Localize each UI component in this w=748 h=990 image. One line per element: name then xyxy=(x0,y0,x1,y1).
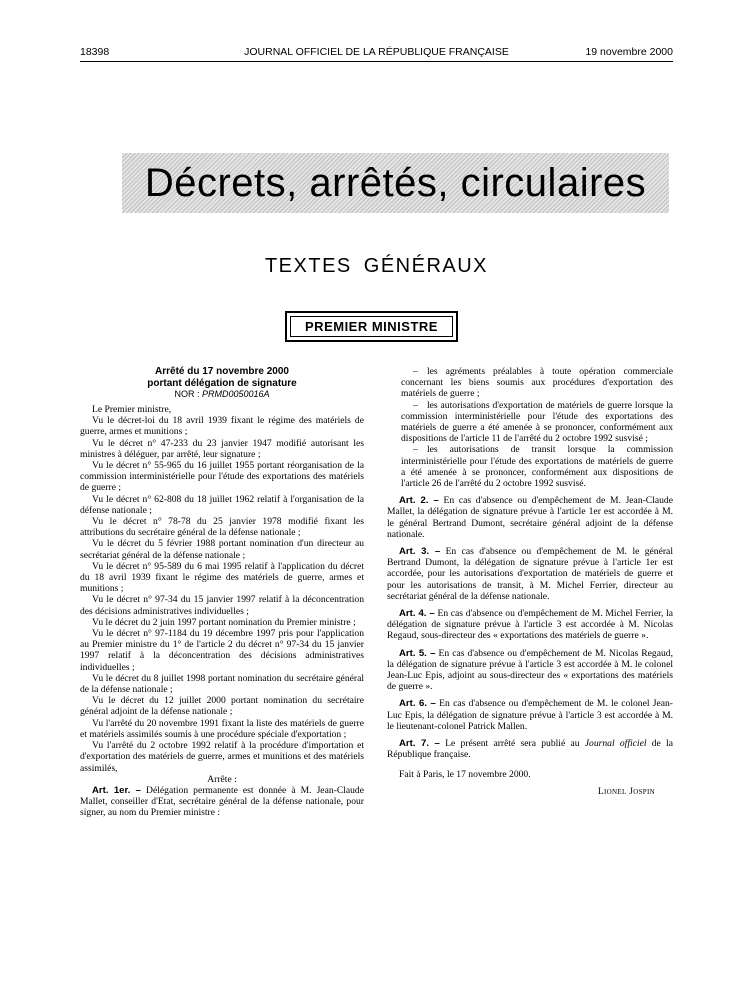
preamble-paragraph: Vu l'arrêté du 2 octobre 1992 relatif à la procédure d'importation et d'exportation des matériels de guerre, armes et munitions et des matériels assimilés, xyxy=(80,740,364,774)
banner-title: Décrets, arrêtés, circulaires xyxy=(144,161,647,205)
preamble-paragraph: Vu le décret n° 55-965 du 16 juillet 1955 portant réorganisation de la commission interministérielle pour l'étude des exportations des matériels de guerre ; xyxy=(80,460,364,494)
section-title-part1: TEXTES xyxy=(264,255,352,277)
article-text: En cas d'absence ou d'empêchement de M. le général Bertrand Dumont, la délégation de signature prévue à l'article 1er est accordée, pour les autorisations d'exportation de matériels de guerre et pour les autorisations de transit, à M. Michel Ferrier, directeur au secrétariat général de la défense nationale. xyxy=(387,546,673,602)
preamble-paragraph: Vu le décret du 2 juin 1997 portant nomination du Premier ministre ; xyxy=(92,616,356,628)
running-header xyxy=(80,44,673,60)
section-banner xyxy=(122,153,669,213)
article-label: Art. 4. – xyxy=(399,608,435,620)
article-label: Art. 6. – xyxy=(399,698,436,710)
header-rule xyxy=(80,61,673,62)
preamble-paragraph: Vu le décret du 8 juillet 1998 portant nomination du secrétaire général de la défense nationale ; xyxy=(80,672,364,696)
delegation-item-text: les agréments préalables à toute opération commerciale concernant les biens soumis aux procédures d'exportation des matériels de guerre ; xyxy=(401,366,673,400)
preamble-paragraph: Vu le décret n° 47-233 du 23 janvier 1947 modifié autorisant les ministres à déléguer, par arrêté, leur signature ; xyxy=(80,437,364,460)
arrete-title-line2: portant délégation de signature xyxy=(147,377,297,389)
article-2 xyxy=(387,495,673,540)
article-3 xyxy=(387,546,673,602)
preamble-paragraph: Vu le décret du 12 juillet 2000 portant nomination du secrétaire général adjoint de la défense nationale ; xyxy=(80,695,364,718)
right-column xyxy=(387,366,673,797)
preamble-paragraph: Le Premier ministre, xyxy=(92,404,172,415)
section-title-part2: GÉNÉRAUX xyxy=(363,255,489,277)
preamble-paragraph: Vu le décret n° 97-1184 du 19 décembre 1997 pris pour l'application au Premier ministre du 1° de l'article 2 du décret n° 97-34 du 15 janvier 1997 relatif à la déconcentration des décisions administratives individuelles ; xyxy=(80,628,364,673)
arrete-word: Arrête : xyxy=(207,773,237,785)
article-7-label: Art. 7. – xyxy=(399,738,440,750)
preamble-paragraph: Vu le décret n° 97-34 du 15 janvier 1997 relatif à la déconcentration des décisions administratives individuelles ; xyxy=(80,594,364,617)
article-1-text: Délégation permanente est donnée à M. Jean-Claude Mallet, conseiller d'Etat, secrétaire général de la défense nationale, pour signer, au nom du Premier ministre : xyxy=(80,784,364,819)
article-label: Art. 5. – xyxy=(399,647,436,659)
article-label: Art. 2. – xyxy=(399,495,439,507)
preamble-paragraph: Vu le décret-loi du 18 avril 1939 fixant le régime des matériels de guerre, armes et munitions ; xyxy=(80,415,364,438)
article-1-label: Art. 1er. – xyxy=(92,784,141,796)
page-number: 18398 xyxy=(80,46,110,58)
article-5 xyxy=(387,648,673,693)
delegation-item: – les agréments préalables à toute opération commerciale concernant les biens soumis aux procédures d'exportation des matériels de guerre ; xyxy=(401,366,673,400)
preamble-paragraph: Vu le décret n° 78-78 du 25 janvier 1978 modifié fixant les attributions du secrétaire général de la défense nationale ; xyxy=(80,516,364,539)
delegation-item-text: les autorisations d'exportation de matériels de guerre lorsque la commission interministérielle pour l'étude des exportations des matériels de guerre a été amenée à se prononcer, conformément aux dispositions de l'article 11 de l'arrêté du 2 octobre 1992 susvisé ; xyxy=(401,399,673,445)
issue-date: 19 novembre 2000 xyxy=(585,46,673,58)
preamble-paragraph: Vu l'arrêté du 20 novembre 1991 fixant la liste des matériels de guerre et matériels assimilés soumis à une procédure spéciale d'exportation ; xyxy=(80,717,364,740)
section-title xyxy=(80,254,673,278)
signatory-name: Lionel Jospin xyxy=(597,785,655,797)
article-7-text-before: Le présent arrêté sera publié au xyxy=(445,738,580,750)
delegation-item: – les autorisations de transit lorsque la commission interministérielle pour l'étude des exportations de matériels de guerre a été amenée à se prononcer, conformément aux dispositions de l'article 26 de l'arrêté du 2 octobre 1992 susvisé. xyxy=(401,444,673,490)
article-6 xyxy=(387,698,673,732)
article-7 xyxy=(387,738,673,760)
left-column xyxy=(80,366,364,819)
ministry-box xyxy=(285,311,458,342)
article-4 xyxy=(387,608,673,642)
article-text: En cas d'absence ou d'empêchement de M. Nicolas Regaud, la délégation de signature prévue à l'article 3 est accordée à M. le colonel Jean-Luc Epis, adjoint au sous-directeur des « exportations des matériels de guerre ». xyxy=(387,647,673,693)
ministry-label: PREMIER MINISTRE xyxy=(290,316,453,337)
nor-label: NOR : xyxy=(174,389,200,399)
preamble-paragraph: Vu le décret n° 95-589 du 6 mai 1995 relatif à l'application du décret du 18 avril 1939 fixant le régime des matériels de guerre, armes et munitions ; xyxy=(80,560,364,595)
article-7-text-after: de la République française. xyxy=(387,738,673,761)
nor-code: PRMD0050016A xyxy=(201,389,270,399)
nor-reference xyxy=(80,389,364,400)
arrete-title-line1: Arrêté du 17 novembre 2000 xyxy=(155,366,289,377)
article-text: En cas d'absence ou d'empêchement de M. Michel Ferrier, la délégation de signature prévue à l'article 3 est accordée à M. Nicolas Regaud, sous-directeur des « exportations des matériels de guerre ». xyxy=(387,608,673,642)
signing-date: Fait à Paris, le 17 novembre 2000. xyxy=(399,768,531,780)
article-text: En cas d'absence ou d'empêchement de M. Jean-Claude Mallet, la délégation de signature prévue à l'article 1er est accordée à M. le général Bertrand Dumont, secrétaire général adjoint de la défense nationale. xyxy=(387,495,673,540)
journal-title: JOURNAL OFFICIEL DE LA RÉPUBLIQUE FRANÇAISE xyxy=(244,46,509,58)
delegation-item: – les autorisations d'exportation de matériels de guerre lorsque la commission interministérielle pour l'étude des exportations des matériels de guerre a été amenée à se prononcer, conformément aux dispositions de l'article 11 de l'arrêté du 2 octobre 1992 susvisé ; xyxy=(401,399,673,445)
preamble-paragraph: Vu le décret n° 62-808 du 18 juillet 1962 relatif à l'organisation de la défense nationale ; xyxy=(80,493,364,516)
delegation-item-text: les autorisations de transit lorsque la commission interministérielle pour l'étude des exportations de matériels de guerre a été amenée à se prononcer, conformément aux dispositions de l'article 26 de l'arrêté du 2 octobre 1992 susvisé. xyxy=(401,444,673,490)
preamble-paragraph: Vu le décret du 5 février 1988 portant nomination d'un directeur au secrétariat général de la défense nationale ; xyxy=(80,538,364,561)
article-text: En cas d'absence ou d'empêchement de M. le colonel Jean-Luc Epis, la délégation de signature prévue à l'article 3 est accordée à M. le lieutenant-colonel Patrick Mallen. xyxy=(387,698,674,732)
article-label: Art. 3. – xyxy=(399,546,441,558)
article-1 xyxy=(80,785,364,819)
journal-officiel-italic: Journal officiel xyxy=(584,738,647,750)
